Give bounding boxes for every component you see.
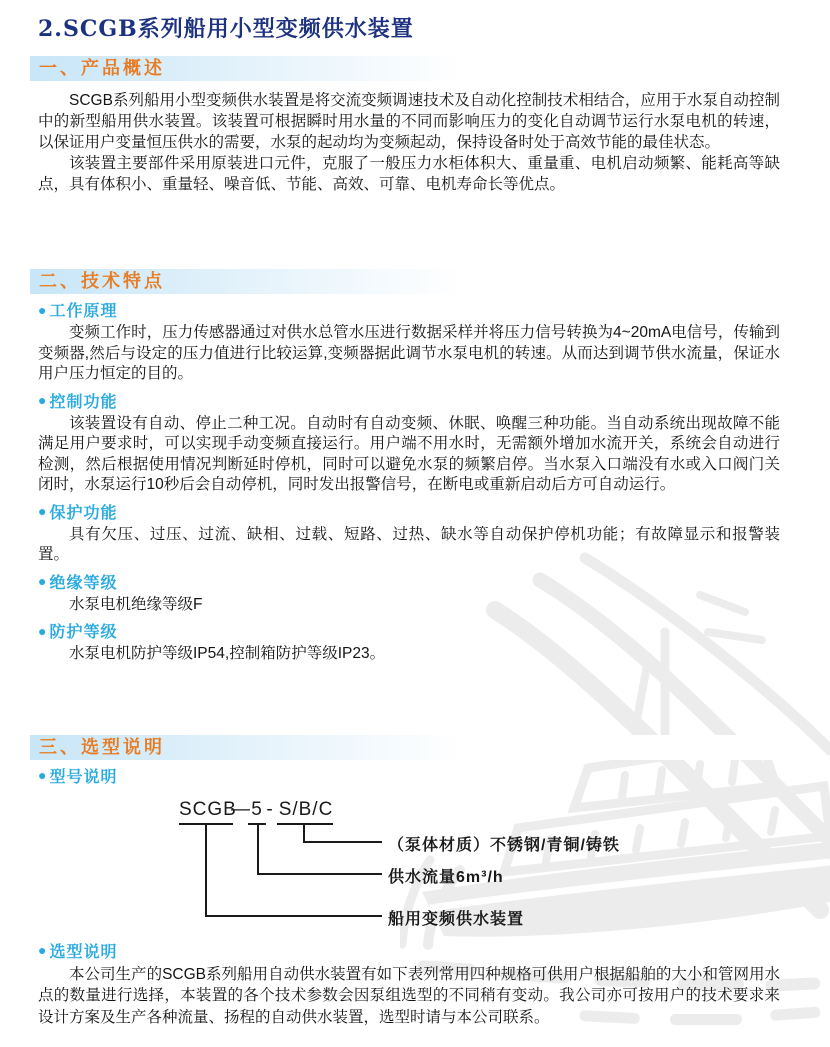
section-heading-label: 一、产品概述 <box>39 58 165 78</box>
section-header-features <box>30 269 775 294</box>
connector-flow-vertical <box>257 823 259 875</box>
model-label-device: 船用变频供水装置 <box>388 910 525 928</box>
bullet-icon: ● <box>38 942 48 958</box>
underline-material <box>277 823 333 825</box>
subheading-label: 选型说明 <box>49 943 118 961</box>
section-heading-label: 三、选型说明 <box>39 736 165 757</box>
protection-function-text: 具有欠压、过压、过流、缺相、过载、短路、过热、缺水等自动保护停机功能；有故障显示和报警装置。 <box>38 525 780 563</box>
subheading-label: 控制功能 <box>49 393 118 411</box>
subheading-label: 型号说明 <box>49 768 118 786</box>
control-function-text: 该装置设有自动、停止二种工况。自动时有自动变频、休眠、唤醒三种功能。当自动系统出现故障不能满足用户要求时，可以实现手动变频直接运行。用户端不用水时，无需额外增加水流开关，系统会自动进行检测，然后根据使用情况判断延时停机，同时可以避免水泵的频繁启停。当水泵入口端没有水或入口阀门关闭时，水泵运行10秒后会自动停机，同时发出报警信号，在断电或重新启动后方可自动运行。 <box>38 414 780 493</box>
model-label-flow: 供水流量6m³/h <box>388 868 504 886</box>
insulation-class-text: 水泵电机绝缘等级F <box>69 595 203 613</box>
bullet-icon: ● <box>38 392 48 408</box>
overview-paragraph-1: SCGB系列船用小型变频供水装置是将交流变频调速技术及自动化控制技术相结合，应用于水泵自动控制中的新型船用供水装置。该装置可根据瞬时用水量的不同而影响压力的变化自动调节运行水泵电机的转速，以保证用户变量恒压供水的需要，水泵的起动均为变频起动，保持设备时处于高效节能的最佳状态。 <box>38 92 780 151</box>
section-header-selection <box>30 735 775 760</box>
bullet-icon: ● <box>38 301 48 318</box>
model-label-material: （泵体材质）不锈钢/青铜/铸铁 <box>388 836 620 854</box>
model-flow-code: 5 <box>251 798 263 820</box>
subheading-label: 防护等级 <box>49 624 118 641</box>
connector-series-vertical <box>205 823 207 917</box>
connector-series-horizontal <box>205 915 382 917</box>
subheading-protection-function <box>38 500 795 523</box>
section-heading-label: 二、技术特点 <box>39 271 165 291</box>
bullet-icon: ● <box>38 503 48 519</box>
subheading-selection-description <box>38 939 795 962</box>
model-series-code: SCGB <box>179 798 237 820</box>
connector-material-vertical <box>303 823 305 843</box>
subheading-model-description <box>38 764 795 787</box>
selection-description-text: 本公司生产的SCGB系列船用自动供水装置有如下表列常用四种规格可供用户根据船舶的大小和管网用水点的数量进行选择，本装置的各个技术参数会因泵组选型的不同稍有变动。我公司亦可按用户的技术要求来设计方案及生产各种流量、扬程的自动供水装置，选型时请与本公司联系。 <box>38 965 780 1026</box>
model-separator: - <box>266 798 274 820</box>
subheading-label: 工作原理 <box>49 303 118 320</box>
subheading-protection-rating <box>38 619 795 642</box>
bullet-icon: ● <box>38 622 48 639</box>
model-number-diagram <box>30 799 795 931</box>
connector-flow-horizontal <box>257 873 382 875</box>
page-title: 2.SCGB系列船用小型变频供水装置 <box>38 16 414 42</box>
subheading-working-principle <box>38 298 795 321</box>
subheading-label: 绝缘等级 <box>49 574 118 592</box>
subheading-label: 保护功能 <box>49 504 118 522</box>
connector-material-horizontal <box>303 841 382 843</box>
model-material-code: S/B/C <box>278 798 334 820</box>
subheading-control-function <box>38 389 795 412</box>
protection-rating-text: 水泵电机防护等级IP54,控制箱防护等级IP23。 <box>69 645 386 662</box>
working-principle-text: 变频工作时，压力传感器通过对供水总管水压进行数据采样并将压力信号转换为4~20mA电信号，传输到变频器,然后与设定的压力值进行比较运算,变频器据此调节水泵电机的转速。从而达到调节供水流量，保证水用户压力恒定的目的。 <box>38 324 780 382</box>
bullet-icon: ● <box>38 767 48 783</box>
overview-paragraph-2: 该装置主要部件采用原装进口元件，克服了一般压力水柜体积大、重量重、电机启动频繁、能耗高等缺点，具有体积小、重量轻、噪音低、节能、高效、可靠、电机寿命长等优点。 <box>38 155 780 193</box>
subheading-insulation-class <box>38 570 795 593</box>
model-separator: — <box>231 798 251 820</box>
section-header-overview <box>30 56 775 81</box>
bullet-icon: ● <box>38 573 48 589</box>
